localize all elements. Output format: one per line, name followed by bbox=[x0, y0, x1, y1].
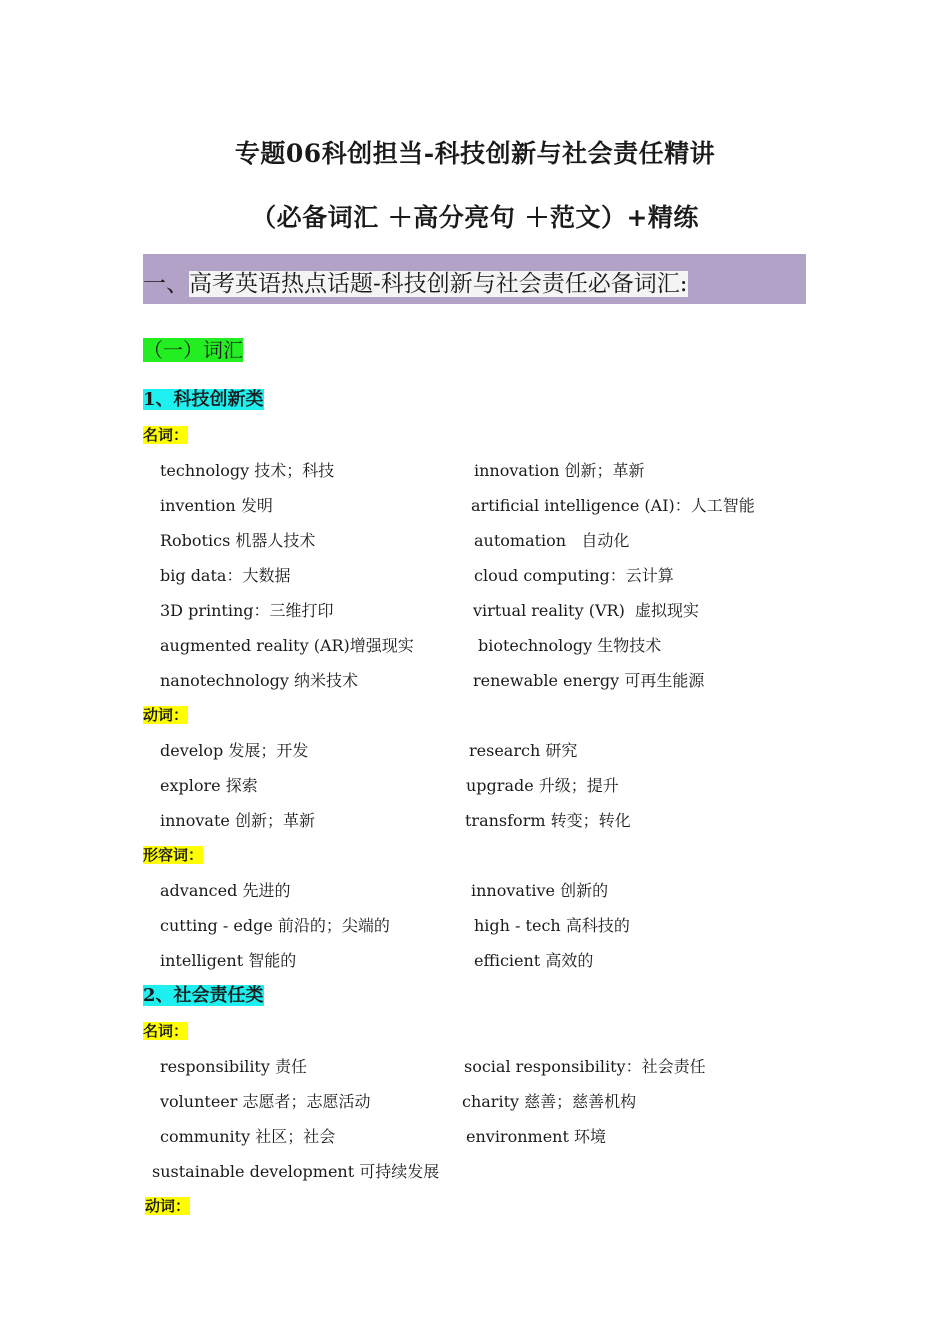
vocab-entry: develop 发展；开发 bbox=[160, 741, 309, 760]
tech-category-heading: 1、科技创新类 bbox=[143, 389, 264, 410]
tech-nouns-label: 名词： bbox=[143, 426, 189, 444]
section-heading bbox=[143, 265, 688, 298]
tech-verbs-label: 动词： bbox=[143, 706, 189, 724]
vocab-entry: efficient 高效的 bbox=[474, 951, 594, 970]
vocab-entry: social responsibility：社会责任 bbox=[464, 1057, 706, 1076]
vocab-entry: advanced 先进的 bbox=[160, 881, 291, 900]
vocab-entry: cutting - edge 前沿的；尖端的 bbox=[160, 916, 390, 935]
vocab-entry: cloud computing：云计算 bbox=[474, 566, 674, 585]
document-title-line-2: （必备词汇 ＋高分亮句 ＋范文）+精练 bbox=[251, 203, 699, 232]
vocab-entry: upgrade 升级；提升 bbox=[466, 776, 619, 795]
section-heading-prefix: 一、 bbox=[143, 271, 189, 297]
vocab-entry: volunteer 志愿者；志愿活动 bbox=[160, 1092, 371, 1111]
vocab-entry: intelligent 智能的 bbox=[160, 951, 297, 970]
vocab-entry: sustainable development 可持续发展 bbox=[152, 1162, 440, 1181]
document-title-line-1: 专题06科创担当-科技创新与社会责任精讲 bbox=[234, 139, 716, 168]
vocab-entry: community 社区；社会 bbox=[160, 1127, 336, 1146]
social-verbs-label: 动词： bbox=[145, 1197, 191, 1215]
vocab-entry: innovate 创新；革新 bbox=[160, 811, 315, 830]
social-nouns-label: 名词： bbox=[143, 1022, 189, 1040]
vocab-entry: big data：大数据 bbox=[160, 566, 291, 585]
vocab-entry: Robotics 机器人技术 bbox=[160, 531, 316, 550]
vocab-entry: biotechnology 生物技术 bbox=[478, 636, 662, 655]
social-category-heading: 2、社会责任类 bbox=[143, 985, 264, 1006]
vocab-entry: renewable energy 可再生能源 bbox=[473, 671, 705, 690]
tech-adjectives-label: 形容词： bbox=[143, 846, 204, 864]
vocab-entry: explore 探索 bbox=[160, 776, 258, 795]
vocab-entry: invention 发明 bbox=[160, 496, 273, 515]
vocab-entry: high - tech 高科技的 bbox=[474, 916, 630, 935]
vocab-entry: charity 慈善；慈善机构 bbox=[462, 1092, 637, 1111]
vocab-entry: responsibility 责任 bbox=[160, 1057, 308, 1076]
vocab-entry: technology 技术；科技 bbox=[160, 461, 335, 480]
vocab-entry: innovation 创新；革新 bbox=[474, 461, 645, 480]
vocab-entry: virtual reality (VR) 虚拟现实 bbox=[473, 601, 699, 620]
vocab-entry: augmented reality (AR)增强现实 bbox=[160, 636, 414, 655]
vocab-entry: automation 自动化 bbox=[474, 531, 630, 550]
vocab-entry: nanotechnology 纳米技术 bbox=[160, 671, 359, 690]
vocab-entry: environment 环境 bbox=[466, 1127, 606, 1146]
vocabulary-subheading: （一）词汇 bbox=[143, 338, 243, 362]
vocab-entry: research 研究 bbox=[469, 741, 578, 760]
vocab-entry: transform 转变；转化 bbox=[465, 811, 631, 830]
section-heading-text: 高考英语热点话题-科技创新与社会责任必备词汇: bbox=[189, 271, 688, 297]
vocab-entry: 3D printing：三维打印 bbox=[160, 601, 334, 620]
section-heading-band bbox=[143, 254, 806, 304]
vocab-entry: innovative 创新的 bbox=[471, 881, 609, 900]
vocab-entry: artificial intelligence (AI)：人工智能 bbox=[471, 496, 755, 515]
